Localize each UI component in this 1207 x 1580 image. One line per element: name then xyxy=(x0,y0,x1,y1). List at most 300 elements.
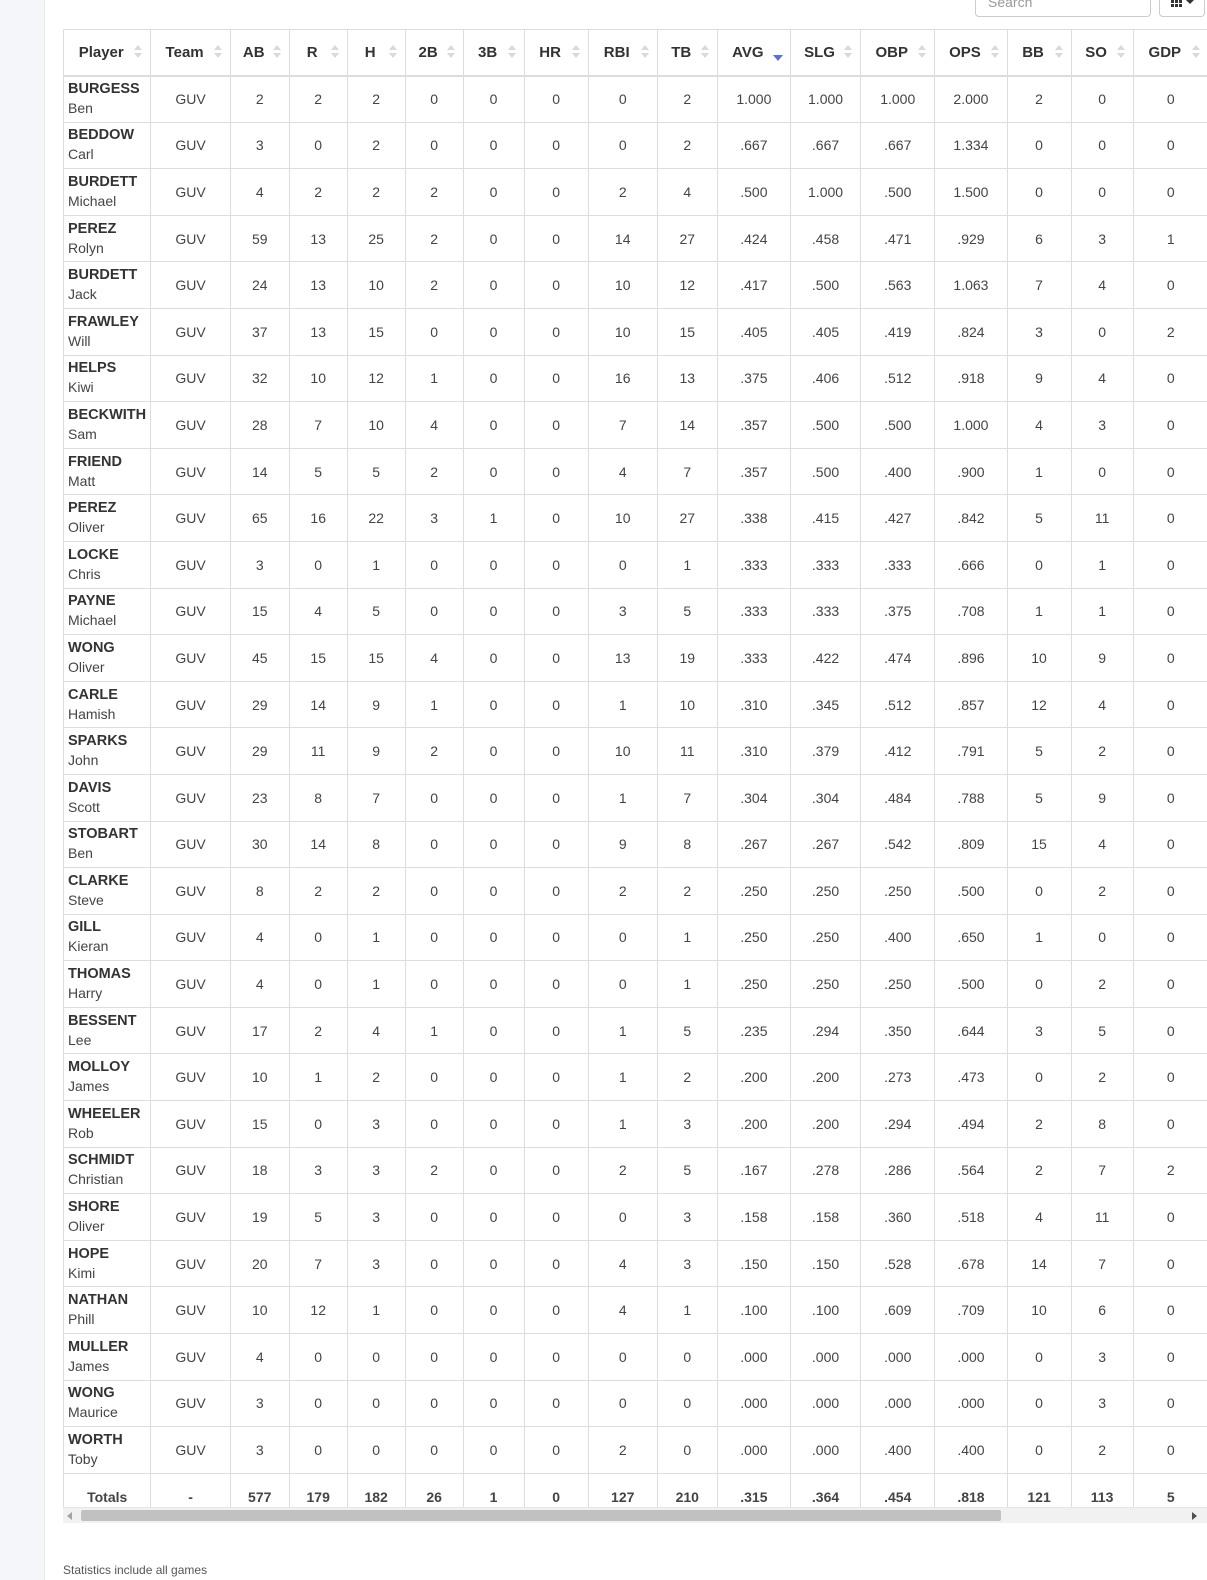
cell-3b: 0 xyxy=(463,681,524,728)
cell-slg: .415 xyxy=(790,495,860,542)
cell-hr: 0 xyxy=(524,76,588,123)
cell-2b: 2 xyxy=(405,215,463,262)
cell-team: GUV xyxy=(151,402,230,449)
cell-rbi: 7 xyxy=(588,402,657,449)
cell-tb: 0 xyxy=(657,1380,717,1427)
cell-obp: 1.000 xyxy=(861,76,935,123)
cell-tb: 12 xyxy=(657,262,717,309)
cell-gdp: 0 xyxy=(1133,961,1207,1008)
cell-so: 3 xyxy=(1071,215,1133,262)
cell-ab: 15 xyxy=(230,1101,289,1148)
cell-rbi: 2 xyxy=(588,1147,657,1194)
column-header-label: 2B xyxy=(418,43,438,61)
total-rbi: 127 xyxy=(588,1473,657,1520)
cell-3b: 0 xyxy=(463,169,524,216)
cell-avg: .310 xyxy=(717,728,790,775)
player-last-name: BEDDOW xyxy=(68,127,135,144)
sort-desc-icon xyxy=(774,45,782,59)
cell-avg: .338 xyxy=(717,495,790,542)
player-first-name: Jack xyxy=(68,286,97,303)
cell-slg: .100 xyxy=(790,1287,860,1334)
player-cell xyxy=(64,122,151,169)
cell-tb: 14 xyxy=(657,402,717,449)
player-last-name: CARLE xyxy=(68,686,118,703)
cell-ops: .644 xyxy=(935,1007,1007,1054)
player-first-name: James xyxy=(68,1357,110,1374)
player-cell xyxy=(64,215,151,262)
cell-r: 16 xyxy=(289,495,347,542)
column-header-label: RBI xyxy=(603,43,630,61)
cell-hr: 0 xyxy=(524,541,588,588)
cell-3b: 0 xyxy=(463,1101,524,1148)
cell-h: 3 xyxy=(347,1194,405,1241)
cell-h: 5 xyxy=(347,588,405,635)
cell-2b: 4 xyxy=(405,635,463,682)
cell-avg: .000 xyxy=(717,1334,790,1381)
cell-ab: 45 xyxy=(230,635,289,682)
cell-tb: 7 xyxy=(657,774,717,821)
player-first-name: John xyxy=(68,752,99,769)
cell-h: 7 xyxy=(347,774,405,821)
cell-rbi: 14 xyxy=(588,215,657,262)
cell-gdp: 0 xyxy=(1133,588,1207,635)
cell-so: 0 xyxy=(1071,914,1133,961)
cell-h: 8 xyxy=(347,821,405,868)
cell-slg: .422 xyxy=(790,635,860,682)
cell-avg: .267 xyxy=(717,821,790,868)
cell-team: GUV xyxy=(151,1240,230,1287)
cell-gdp: 0 xyxy=(1133,402,1207,449)
cell-ab: 3 xyxy=(230,1427,289,1474)
cell-bb: 2 xyxy=(1007,1147,1071,1194)
player-cell xyxy=(64,635,151,682)
cell-ops: .918 xyxy=(935,355,1007,402)
cell-so: 1 xyxy=(1071,588,1133,635)
cell-2b: 0 xyxy=(405,774,463,821)
cell-gdp: 0 xyxy=(1133,122,1207,169)
cell-3b: 0 xyxy=(463,1287,524,1334)
cell-3b: 0 xyxy=(463,635,524,682)
cell-tb: 1 xyxy=(657,1287,717,1334)
cell-ops: .788 xyxy=(935,774,1007,821)
cell-h: 2 xyxy=(347,868,405,915)
cell-avg: .405 xyxy=(717,308,790,355)
cell-3b: 0 xyxy=(463,914,524,961)
player-last-name: PEREZ xyxy=(68,220,117,237)
cell-ab: 23 xyxy=(230,774,289,821)
cell-3b: 0 xyxy=(463,728,524,775)
scrollbar-thumb[interactable] xyxy=(81,1510,1001,1521)
total-h: 182 xyxy=(347,1473,405,1520)
total-so: 113 xyxy=(1071,1473,1133,1520)
cell-hr: 0 xyxy=(524,1101,588,1148)
sort-icon xyxy=(1055,45,1063,59)
table-row xyxy=(64,635,1207,682)
cell-avg: .167 xyxy=(717,1147,790,1194)
column-header-player[interactable] xyxy=(64,30,151,76)
cell-rbi: 0 xyxy=(588,961,657,1008)
cell-rbi: 10 xyxy=(588,495,657,542)
total-slg: .364 xyxy=(790,1473,860,1520)
cell-so: 0 xyxy=(1071,76,1133,123)
cell-h: 9 xyxy=(347,681,405,728)
cell-avg: .333 xyxy=(717,635,790,682)
cell-obp: .609 xyxy=(861,1287,935,1334)
cell-gdp: 0 xyxy=(1133,169,1207,216)
cell-tb: 1 xyxy=(657,914,717,961)
column-header-obp[interactable] xyxy=(861,30,935,76)
cell-gdp: 0 xyxy=(1133,1334,1207,1381)
column-header-so[interactable] xyxy=(1071,30,1133,76)
column-header-bb[interactable] xyxy=(1007,30,1071,76)
cell-ops: .000 xyxy=(935,1380,1007,1427)
cell-tb: 19 xyxy=(657,635,717,682)
player-last-name: BECKWITH xyxy=(68,406,147,423)
cell-h: 0 xyxy=(347,1334,405,1381)
cell-obp: .512 xyxy=(861,355,935,402)
cell-2b: 3 xyxy=(405,495,463,542)
cell-h: 1 xyxy=(347,1287,405,1334)
cell-tb: 1 xyxy=(657,541,717,588)
player-cell xyxy=(64,774,151,821)
cell-avg: .500 xyxy=(717,169,790,216)
player-first-name: Steve xyxy=(68,891,104,908)
player-last-name: MULLER xyxy=(68,1338,129,1355)
cell-team: GUV xyxy=(151,169,230,216)
cell-obp: .542 xyxy=(861,821,935,868)
table-row xyxy=(64,821,1207,868)
table-row xyxy=(64,122,1207,169)
player-last-name: WHEELER xyxy=(68,1105,141,1122)
cell-so: 3 xyxy=(1071,1380,1133,1427)
player-last-name: MOLLOY xyxy=(68,1059,131,1076)
cell-r: 10 xyxy=(289,355,347,402)
cell-hr: 0 xyxy=(524,308,588,355)
cell-2b: 2 xyxy=(405,448,463,495)
column-header-hr[interactable] xyxy=(524,30,588,76)
player-last-name: HELPS xyxy=(68,360,117,377)
cell-so: 2 xyxy=(1071,728,1133,775)
table-row xyxy=(64,1427,1207,1474)
cell-hr: 0 xyxy=(524,821,588,868)
cell-slg: .405 xyxy=(790,308,860,355)
column-header-ab[interactable] xyxy=(230,30,289,76)
cell-ab: 10 xyxy=(230,1054,289,1101)
total-ops: .818 xyxy=(935,1473,1007,1520)
cell-team: GUV xyxy=(151,495,230,542)
cell-slg: 1.000 xyxy=(790,76,860,123)
cell-gdp: 0 xyxy=(1133,681,1207,728)
player-first-name: Scott xyxy=(68,798,100,815)
cell-2b: 4 xyxy=(405,402,463,449)
player-first-name: Oliver xyxy=(68,658,105,675)
cell-r: 2 xyxy=(289,169,347,216)
cell-slg: .458 xyxy=(790,215,860,262)
cell-ab: 4 xyxy=(230,169,289,216)
cell-bb: 5 xyxy=(1007,728,1071,775)
cell-2b: 0 xyxy=(405,1054,463,1101)
cell-avg: .357 xyxy=(717,448,790,495)
cell-gdp: 0 xyxy=(1133,1427,1207,1474)
cell-3b: 0 xyxy=(463,448,524,495)
cell-tb: 0 xyxy=(657,1334,717,1381)
columns-toggle-button[interactable] xyxy=(1159,0,1205,17)
player-cell xyxy=(64,1427,151,1474)
cell-slg: .267 xyxy=(790,821,860,868)
cell-avg: .304 xyxy=(717,774,790,821)
cell-ops: .824 xyxy=(935,308,1007,355)
cell-ab: 37 xyxy=(230,308,289,355)
column-header-label: R xyxy=(306,43,318,61)
player-cell xyxy=(64,1147,151,1194)
cell-slg: .000 xyxy=(790,1427,860,1474)
cell-r: 0 xyxy=(289,1427,347,1474)
table-row xyxy=(64,961,1207,1008)
cell-hr: 0 xyxy=(524,1380,588,1427)
table-row xyxy=(64,402,1207,449)
cell-bb: 3 xyxy=(1007,308,1071,355)
cell-gdp: 0 xyxy=(1133,728,1207,775)
column-header-r[interactable] xyxy=(289,30,347,76)
table-row xyxy=(64,215,1207,262)
player-last-name: BURDETT xyxy=(68,173,138,190)
player-first-name: Ben xyxy=(68,845,93,862)
cell-r: 0 xyxy=(289,961,347,1008)
cell-obp: .500 xyxy=(861,169,935,216)
player-cell xyxy=(64,588,151,635)
player-first-name: Rob xyxy=(68,1124,94,1141)
cell-ab: 10 xyxy=(230,1287,289,1334)
cell-so: 9 xyxy=(1071,635,1133,682)
search-input[interactable] xyxy=(975,0,1151,17)
total-team: - xyxy=(151,1473,230,1520)
cell-gdp: 0 xyxy=(1133,76,1207,123)
cell-tb: 3 xyxy=(657,1101,717,1148)
column-header-2b[interactable] xyxy=(405,30,463,76)
cell-rbi: 0 xyxy=(588,76,657,123)
cell-tb: 4 xyxy=(657,169,717,216)
cell-gdp: 0 xyxy=(1133,262,1207,309)
table-row xyxy=(64,169,1207,216)
cell-2b: 0 xyxy=(405,1194,463,1241)
table-row xyxy=(64,868,1207,915)
column-header-ops[interactable] xyxy=(935,30,1007,76)
column-header-3b[interactable] xyxy=(463,30,524,76)
column-header-label: SO xyxy=(1085,43,1107,61)
cell-ab: 18 xyxy=(230,1147,289,1194)
cell-rbi: 2 xyxy=(588,169,657,216)
cell-bb: 10 xyxy=(1007,1287,1071,1334)
player-last-name: FRIEND xyxy=(68,453,122,470)
cell-r: 13 xyxy=(289,308,347,355)
column-header-tb[interactable] xyxy=(657,30,717,76)
cell-rbi: 0 xyxy=(588,1334,657,1381)
player-cell xyxy=(64,1240,151,1287)
cell-obp: .400 xyxy=(861,914,935,961)
table-toolbar xyxy=(0,0,1207,20)
cell-bb: 1 xyxy=(1007,448,1071,495)
player-cell xyxy=(64,1101,151,1148)
cell-rbi: 0 xyxy=(588,914,657,961)
table-row xyxy=(64,1240,1207,1287)
cell-team: GUV xyxy=(151,1334,230,1381)
player-last-name: GILL xyxy=(68,919,102,936)
column-header-label: OBP xyxy=(875,43,908,61)
cell-slg: .200 xyxy=(790,1101,860,1148)
cell-ops: 1.063 xyxy=(935,262,1007,309)
cell-gdp: 0 xyxy=(1133,1054,1207,1101)
cell-ops: .473 xyxy=(935,1054,1007,1101)
cell-team: GUV xyxy=(151,1427,230,1474)
cell-bb: 0 xyxy=(1007,1054,1071,1101)
cell-ops: 2.000 xyxy=(935,76,1007,123)
player-cell xyxy=(64,868,151,915)
cell-rbi: 4 xyxy=(588,1287,657,1334)
column-header-h[interactable] xyxy=(347,30,405,76)
cell-tb: 2 xyxy=(657,868,717,915)
cell-h: 2 xyxy=(347,122,405,169)
cell-ab: 4 xyxy=(230,914,289,961)
cell-team: GUV xyxy=(151,821,230,868)
column-header-slg[interactable] xyxy=(790,30,860,76)
sort-icon xyxy=(1117,45,1125,59)
cell-avg: .310 xyxy=(717,681,790,728)
scroll-right-arrow-icon[interactable] xyxy=(1192,1512,1197,1520)
cell-2b: 0 xyxy=(405,1334,463,1381)
player-last-name: CLARKE xyxy=(68,872,129,889)
cell-h: 0 xyxy=(347,1380,405,1427)
column-header-label: H xyxy=(364,43,376,61)
column-header-team[interactable] xyxy=(151,30,230,76)
table-row xyxy=(64,1101,1207,1148)
column-header-rbi[interactable] xyxy=(588,30,657,76)
player-cell xyxy=(64,681,151,728)
cell-3b: 0 xyxy=(463,355,524,402)
cell-3b: 0 xyxy=(463,76,524,123)
cell-3b: 0 xyxy=(463,262,524,309)
cell-obp: .474 xyxy=(861,635,935,682)
column-header-label: AVG xyxy=(732,43,764,61)
player-cell xyxy=(64,402,151,449)
cell-rbi: 3 xyxy=(588,588,657,635)
sort-icon xyxy=(214,45,222,59)
cell-avg: .333 xyxy=(717,588,790,635)
grid-icon xyxy=(1171,0,1182,7)
player-first-name: Carl xyxy=(68,146,94,163)
cell-r: 13 xyxy=(289,262,347,309)
table-row xyxy=(64,541,1207,588)
cell-hr: 0 xyxy=(524,1054,588,1101)
sort-icon xyxy=(134,45,142,59)
player-first-name: Kiwi xyxy=(68,379,94,396)
table-row xyxy=(64,1194,1207,1241)
cell-tb: 0 xyxy=(657,1427,717,1474)
cell-hr: 0 xyxy=(524,681,588,728)
horizontal-scrollbar[interactable] xyxy=(63,1507,1207,1523)
table-row xyxy=(64,728,1207,775)
column-header-gdp[interactable] xyxy=(1133,30,1207,76)
column-header-label: HR xyxy=(539,43,561,61)
cell-bb: 1 xyxy=(1007,588,1071,635)
cell-h: 15 xyxy=(347,635,405,682)
cell-rbi: 1 xyxy=(588,1101,657,1148)
cell-obp: .273 xyxy=(861,1054,935,1101)
cell-r: 0 xyxy=(289,541,347,588)
left-gutter xyxy=(0,0,45,1580)
cell-obp: .419 xyxy=(861,308,935,355)
cell-bb: 7 xyxy=(1007,262,1071,309)
cell-ops: .494 xyxy=(935,1101,1007,1148)
sort-icon xyxy=(701,45,709,59)
player-cell xyxy=(64,1334,151,1381)
cell-ops: .000 xyxy=(935,1334,1007,1381)
total-2b: 26 xyxy=(405,1473,463,1520)
cell-r: 2 xyxy=(289,76,347,123)
cell-hr: 0 xyxy=(524,122,588,169)
cell-avg: .417 xyxy=(717,262,790,309)
player-last-name: SPARKS xyxy=(68,733,128,750)
table-row xyxy=(64,355,1207,402)
cell-3b: 0 xyxy=(463,1380,524,1427)
cell-r: 14 xyxy=(289,821,347,868)
cell-r: 0 xyxy=(289,1334,347,1381)
column-header-label: Team xyxy=(165,43,204,61)
cell-h: 1 xyxy=(347,914,405,961)
player-cell xyxy=(64,728,151,775)
cell-team: GUV xyxy=(151,681,230,728)
cell-bb: 0 xyxy=(1007,1380,1071,1427)
cell-r: 0 xyxy=(289,914,347,961)
player-first-name: Phill xyxy=(68,1311,95,1328)
sort-icon xyxy=(641,45,649,59)
cell-2b: 0 xyxy=(405,122,463,169)
stats-table-container xyxy=(63,29,1207,1520)
cell-bb: 0 xyxy=(1007,1427,1071,1474)
cell-r: 11 xyxy=(289,728,347,775)
cell-obp: .412 xyxy=(861,728,935,775)
cell-h: 2 xyxy=(347,169,405,216)
cell-bb: 6 xyxy=(1007,215,1071,262)
cell-team: GUV xyxy=(151,448,230,495)
cell-bb: 2 xyxy=(1007,76,1071,123)
cell-h: 10 xyxy=(347,402,405,449)
cell-tb: 5 xyxy=(657,1147,717,1194)
sort-icon xyxy=(844,45,852,59)
cell-avg: .250 xyxy=(717,868,790,915)
cell-2b: 2 xyxy=(405,728,463,775)
cell-3b: 0 xyxy=(463,961,524,1008)
player-last-name: BURDETT xyxy=(68,267,138,284)
cell-hr: 0 xyxy=(524,635,588,682)
cell-rbi: 10 xyxy=(588,308,657,355)
cell-tb: 10 xyxy=(657,681,717,728)
cell-slg: .150 xyxy=(790,1240,860,1287)
column-header-avg[interactable] xyxy=(717,30,790,76)
player-cell xyxy=(64,1194,151,1241)
total-bb: 121 xyxy=(1007,1473,1071,1520)
cell-gdp: 0 xyxy=(1133,1380,1207,1427)
cell-ab: 3 xyxy=(230,1380,289,1427)
cell-bb: 1 xyxy=(1007,914,1071,961)
sort-icon xyxy=(273,45,281,59)
cell-slg: 1.000 xyxy=(790,169,860,216)
cell-hr: 0 xyxy=(524,215,588,262)
cell-obp: .333 xyxy=(861,541,935,588)
player-last-name: LOCKE xyxy=(68,546,119,563)
cell-rbi: 0 xyxy=(588,1194,657,1241)
scroll-left-arrow-icon[interactable] xyxy=(67,1512,72,1520)
cell-2b: 0 xyxy=(405,1287,463,1334)
